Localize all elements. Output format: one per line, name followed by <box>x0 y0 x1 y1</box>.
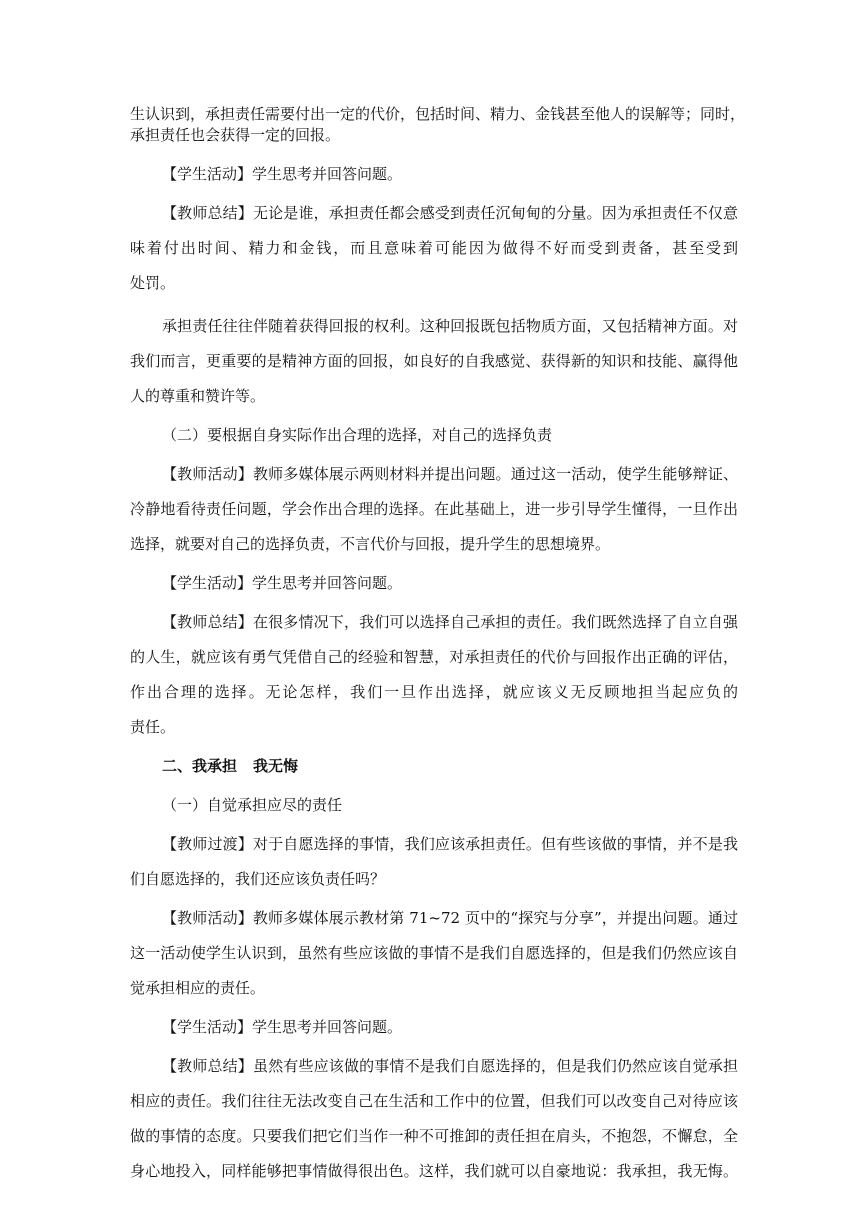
section-heading-part2: 我无悔 <box>253 757 299 775</box>
paragraph-line: 觉承担相应的责任。 <box>130 979 266 997</box>
paragraph-line: 作出合理的选择。无论怎样，我们一旦作出选择，就应该义无反顾地担当起应负的 <box>130 683 738 701</box>
paragraph-line: 身心地投入，同样能够把事情做得很出色。这样，我们就可以自豪地说：我承担，我无悔。 <box>130 1162 738 1180</box>
teacher-activity: 【教师活动】教师多媒体展示两则材料并提出问题。通过这一活动，使学生能够辩证、 <box>162 465 738 483</box>
teacher-transition: 【教师过渡】对于自愿选择的事情，我们应该承担责任。但有些该做的事情，并不是我 <box>162 835 738 853</box>
teacher-summary: 【教师总结】在很多情况下，我们可以选择自己承担的责任。我们既然选择了自立自强 <box>162 613 738 631</box>
paragraph-line: 味着付出时间、精力和金钱，而且意味着可能因为做得不好而受到责备，甚至受到 <box>130 239 738 257</box>
paragraph-line: 人的尊重和赞许等。 <box>130 387 266 405</box>
section-heading <box>130 756 738 777</box>
paragraph-line: 相应的责任。我们往往无法改变自己在生活和工作中的位置，但我们可以改变自己对待应该 <box>130 1092 738 1110</box>
student-activity: 【学生活动】学生思考并回答问题。 <box>162 1018 403 1036</box>
paragraph-line: 我们而言，更重要的是精神方面的回报，如良好的自我感觉、获得新的知识和技能、赢得他 <box>130 352 738 370</box>
paragraph-line: 处罚。 <box>130 274 176 292</box>
paragraph-line: 生认识到，承担责任需要付出一定的代价，包括时间、精力、金钱甚至他人的误解等；同时， <box>130 105 746 123</box>
teacher-summary: 【教师总结】虽然有些应该做的事情不是我们自愿选择的，但是我们仍然应该自觉承担 <box>162 1057 738 1075</box>
student-activity: 【学生活动】学生思考并回答问题。 <box>162 574 403 592</box>
paragraph-line: 的人生，就应该有勇气凭借自己的经验和智慧，对承担责任的代价与回报作出正确的评估， <box>130 648 738 666</box>
student-activity: 【学生活动】学生思考并回答问题。 <box>162 165 403 183</box>
paragraph-line: 这一活动使学生认识到，虽然有些应该做的事情不是我们自愿选择的，但是我们仍然应该自 <box>130 944 738 962</box>
paragraph-line: 责任。 <box>130 718 176 736</box>
paragraph-line: 承担责任往往伴随着获得回报的权利。这种回报既包括物质方面，又包括精神方面。对 <box>162 317 738 335</box>
section-subheading: （二）要根据自身实际作出合理的选择，对自己的选择负责 <box>162 426 553 444</box>
teacher-summary: 【教师总结】无论是谁，承担责任都会感受到责任沉甸甸的分量。因为承担责任不仅意 <box>162 204 738 222</box>
paragraph-line: 做的事情的态度。只要我们把它们当作一种不可推卸的责任担在肩头，不抱怨，不懈怠，全 <box>130 1127 738 1145</box>
paragraph-line: 们自愿选择的，我们还应该负责任吗？ <box>130 870 386 888</box>
paragraph-line: 承担责任也会获得一定的回报。 <box>130 126 341 144</box>
section-subheading: （一）自觉承担应尽的责任 <box>162 796 343 814</box>
paragraph-line: 选择，就要对自己的选择负责，不言代价与回报，提升学生的思想境界。 <box>130 535 611 553</box>
paragraph-line: 冷静地看待责任问题，学会作出合理的选择。在此基础上，进一步引导学生懂得，一旦作出 <box>130 500 738 518</box>
section-heading-part1: 二、我承担 <box>162 757 238 775</box>
teacher-activity: 【教师活动】教师多媒体展示教材第 71~72 页中的“探究与分享”，并提出问题。通过 <box>162 909 738 927</box>
